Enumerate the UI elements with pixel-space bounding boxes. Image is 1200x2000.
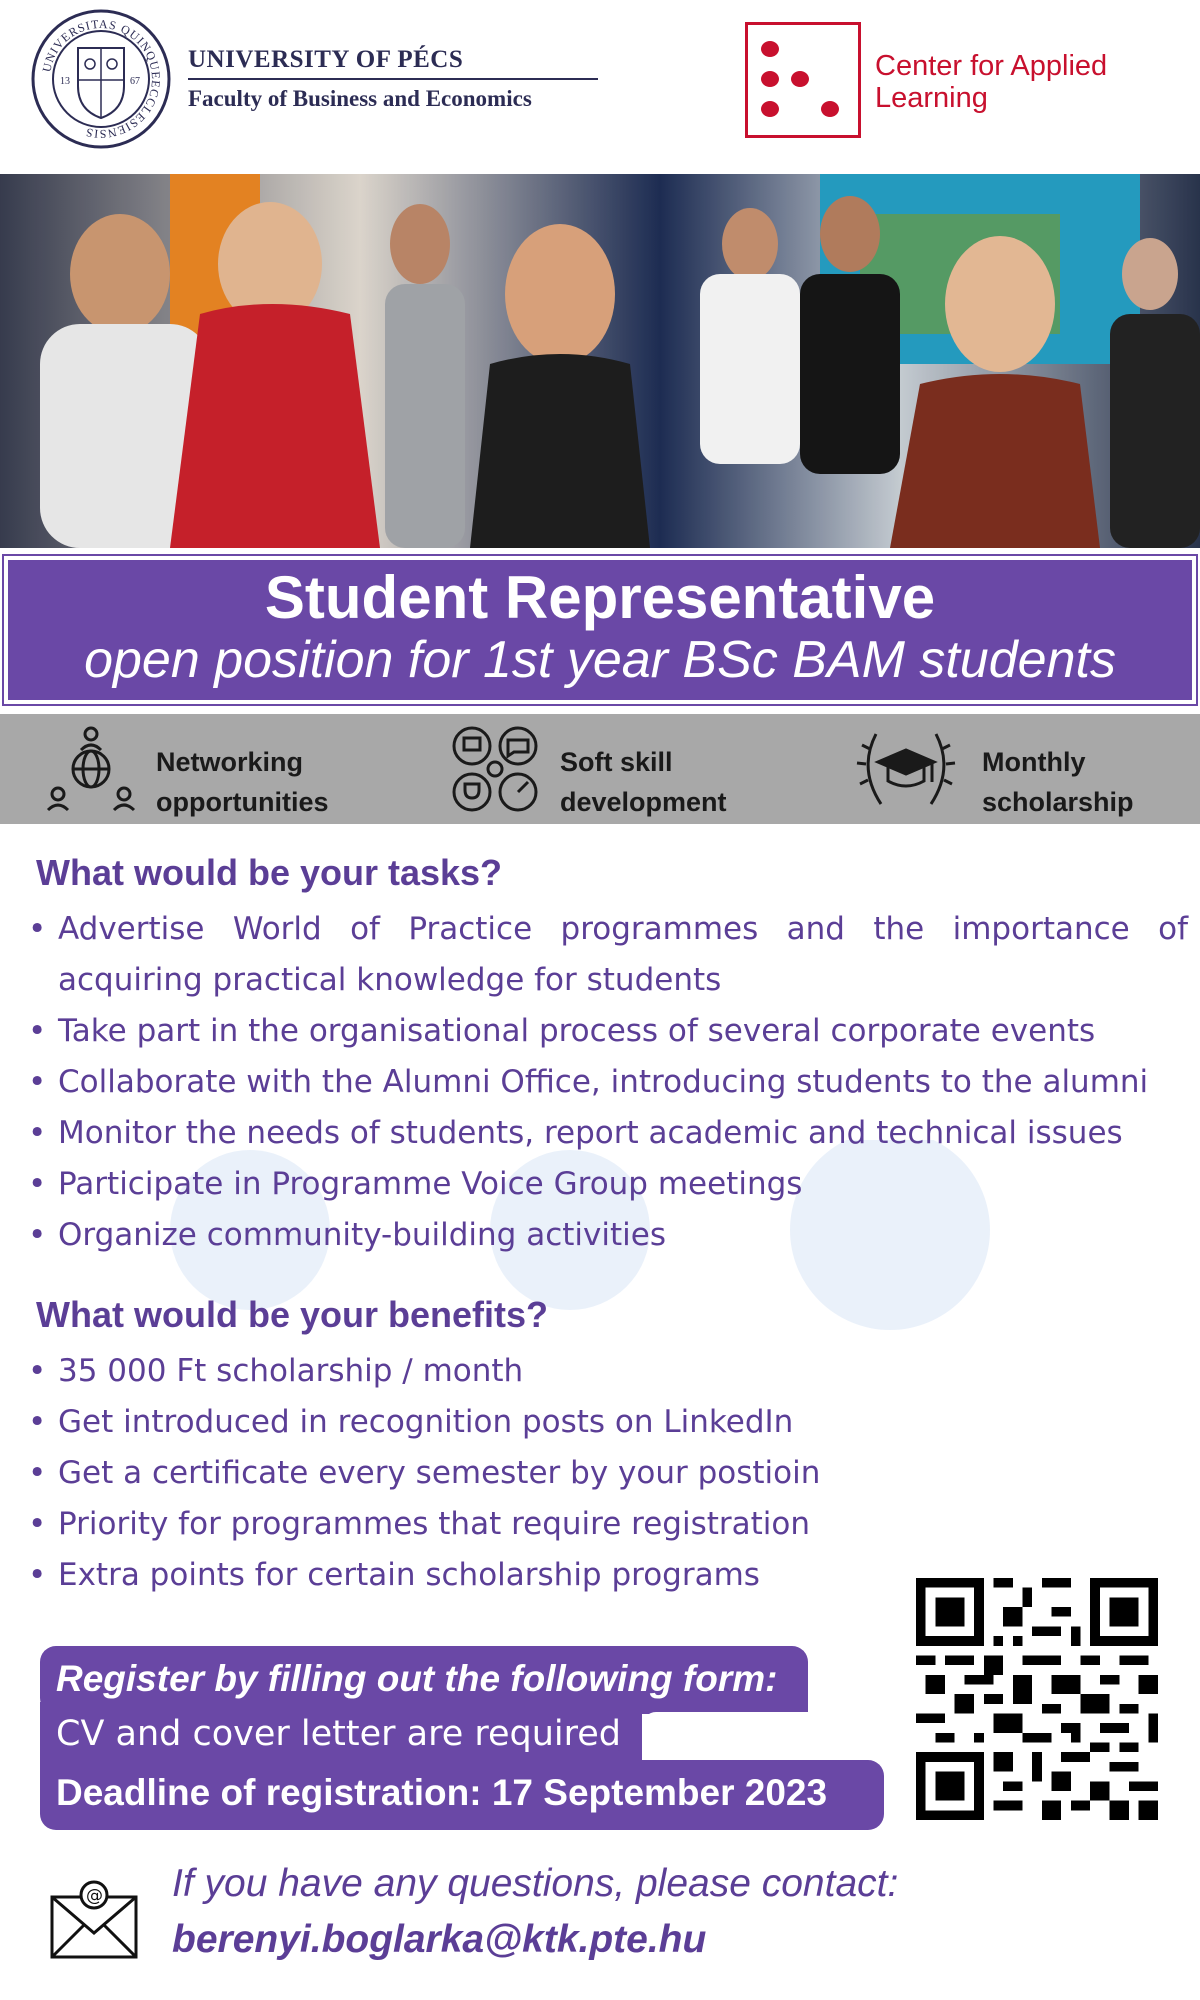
- center-name-line1: Center for Applied: [875, 50, 1108, 82]
- networking-globe-icon: [46, 724, 136, 814]
- feature-soft-skills-label: Soft skill development: [560, 747, 727, 817]
- benefit-item: • Get a certificate every semester by your postioin: [28, 1448, 1188, 1499]
- position-subtitle: open position for 1st year BSc BAM students: [84, 631, 1116, 689]
- benefit-item: • Get introduced in recognition posts on LinkedIn: [28, 1397, 1188, 1448]
- features-bar: [0, 714, 1200, 824]
- university-title-block: [188, 46, 608, 112]
- benefit-item: • Priority for programmes that require registration: [28, 1499, 1188, 1550]
- task-item: • Advertise World of Practice programmes and the importance of acquiring practical knowledge for students: [28, 904, 1188, 1006]
- register-requirements: CV and cover letter are required: [40, 1702, 642, 1766]
- tasks-heading: What would be your tasks?: [36, 852, 503, 893]
- task-item: • Organize community-building activities: [28, 1210, 1188, 1261]
- email-envelope-icon: [48, 1877, 140, 1961]
- benefit-item: • Extra points for certain scholarship programs: [28, 1550, 1188, 1601]
- task-item: • Take part in the organisational process of several corporate events: [28, 1006, 1188, 1057]
- seal-year-left: 13: [60, 76, 70, 87]
- header: [0, 0, 1200, 170]
- feature-networking-label: Networking opportunities: [156, 747, 329, 817]
- registration-qr-code[interactable]: [916, 1578, 1158, 1820]
- faculty-name: Faculty of Business and Economics: [188, 86, 532, 111]
- students-photo: [0, 174, 1200, 548]
- droplets-icon: [748, 25, 858, 135]
- task-item: • Monitor the needs of students, report academic and technical issues: [28, 1108, 1188, 1159]
- registration-block: [40, 1646, 890, 1832]
- register-form-label[interactable]: Register by filling out the following form:: [40, 1646, 808, 1714]
- university-name: UNIVERSITY OF PÉCS: [188, 46, 598, 80]
- university-seal-logo: [30, 8, 172, 150]
- center-logo-mark: [745, 22, 861, 138]
- feature-scholarship: [856, 724, 1186, 817]
- benefits-list: [28, 1346, 1188, 1601]
- seal-text: UNIVERSITAS QUINQUEECCLESIENSIS: [39, 16, 164, 142]
- center-name: [875, 50, 1107, 114]
- benefit-item: • 35 000 Ft scholarship / month: [28, 1346, 1188, 1397]
- register-notch: [642, 1712, 890, 1758]
- task-item: • Collaborate with the Alumni Office, introducing students to the alumni: [28, 1057, 1188, 1108]
- seal-year-right: 67: [130, 76, 140, 87]
- feature-soft-skills: [450, 724, 780, 817]
- center-name-line2: Learning: [875, 82, 988, 114]
- position-title: Student Representative: [264, 564, 936, 631]
- task-item: • Participate in Programme Voice Group meetings: [28, 1159, 1188, 1210]
- soft-skills-icon: [450, 724, 540, 814]
- benefits-heading: What would be your benefits?: [36, 1294, 548, 1335]
- contact-question: If you have any questions, please contact:: [172, 1862, 899, 1905]
- title-banner: [4, 556, 1196, 704]
- feature-networking: [46, 724, 376, 817]
- graduation-cap-laurel-icon: [856, 724, 956, 814]
- svg-text:@: @: [86, 1886, 103, 1906]
- register-deadline: Deadline of registration: 17 September 2023: [40, 1760, 884, 1830]
- feature-scholarship-label: Monthly scholarship: [982, 747, 1134, 817]
- contact-email-link[interactable]: berenyi.boglarka@ktk.pte.hu: [172, 1918, 707, 1961]
- tasks-list: [28, 904, 1188, 1261]
